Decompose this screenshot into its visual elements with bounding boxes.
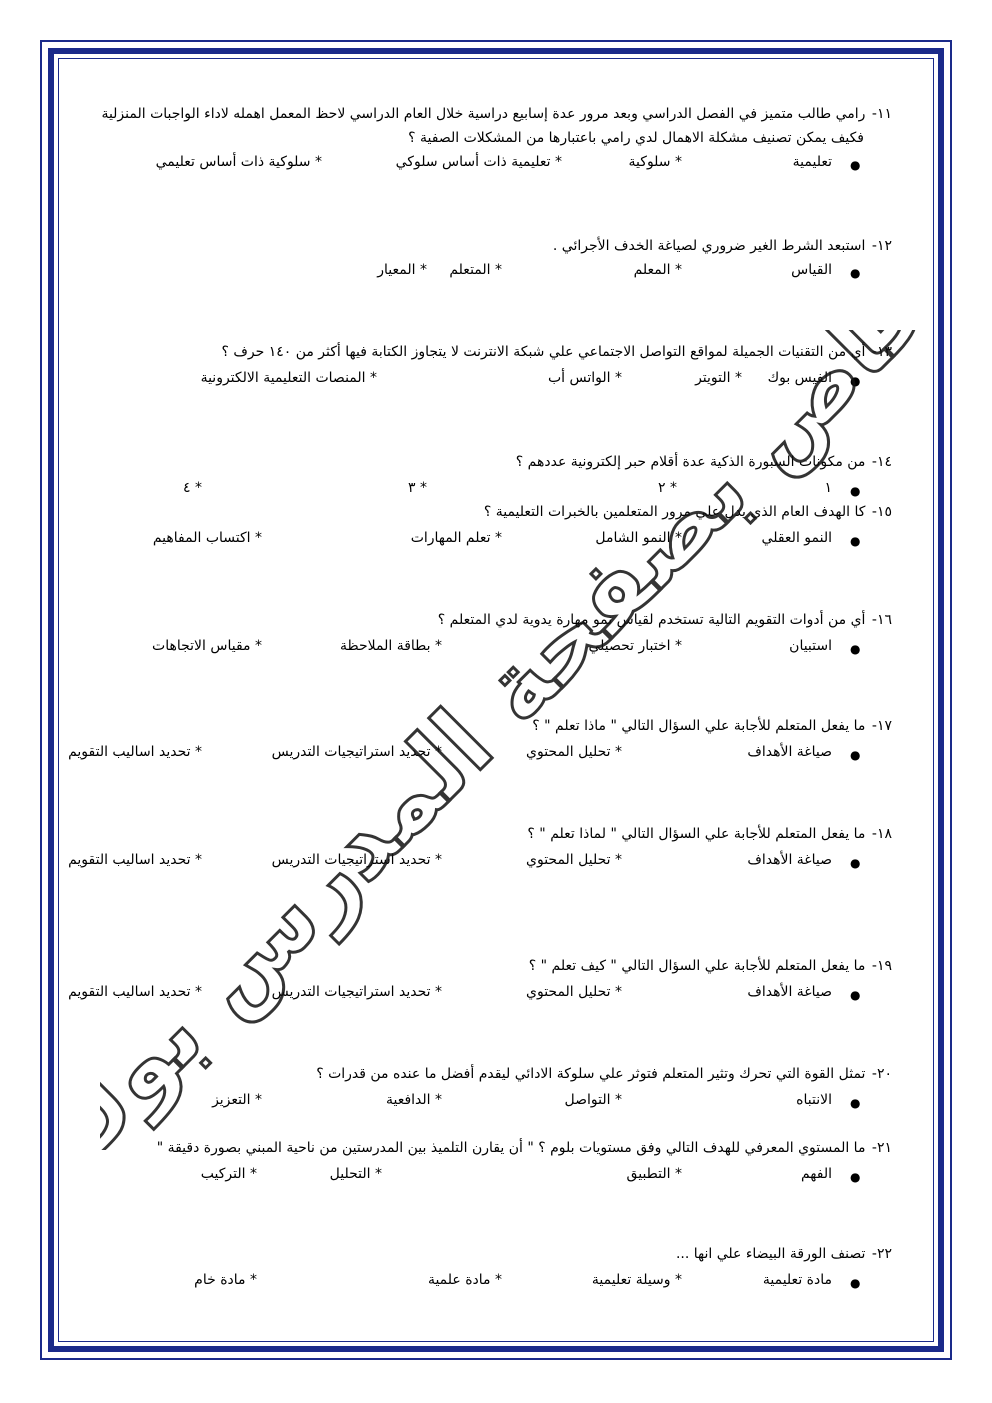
option-d: * تحديد اساليب التقويم — [68, 744, 202, 760]
question-number: ٢٢- — [871, 1246, 892, 1262]
option-c: * الواتس أب — [548, 370, 622, 386]
question-number: ٢١- — [871, 1140, 892, 1156]
svg-text:خاص بصفحة المدرس بوك: خاص بصفحة المدرس بوك — [100, 330, 920, 1150]
question-14 — [516, 454, 892, 470]
question-number: ٢٠- — [871, 1066, 892, 1082]
option-c: * بطاقة الملاحظة — [340, 638, 442, 654]
question-16 — [438, 612, 892, 628]
option-a: تعليمية — [792, 154, 832, 170]
option-c: * تحديد استراتيجيات التدريس — [271, 852, 442, 868]
question-number: ١٣- — [871, 344, 892, 360]
question-18 — [527, 826, 892, 842]
option-d: * المنصات التعليمية الالكترونية — [200, 370, 377, 386]
option-d: * التركيب — [200, 1166, 257, 1182]
option-d: * تحديد اساليب التقويم — [68, 852, 202, 868]
option-b: * وسيلة تعليمية — [591, 1272, 682, 1288]
question-11-line2: فكيف يمكن تصنيف مشكلة الاهمال لدي رامي باعتبارها من المشكلات الصفية ؟ — [408, 130, 864, 146]
question-number: ١٤- — [871, 454, 892, 470]
option-d: * سلوكية ذات أساس تعليمي — [155, 154, 322, 170]
option-a: القياس — [791, 262, 832, 278]
bullet: ● — [850, 374, 861, 388]
question-text: ما يفعل المتعلم للأجابة علي السؤال التالي " لماذا تعلم " ؟ — [527, 826, 866, 842]
question-21 — [157, 1140, 892, 1156]
option-d: * ٤ — [183, 480, 202, 496]
bullet: ● — [850, 1170, 861, 1184]
question-text: ما يفعل المتعلم للأجابة علي السؤال التالي " ماذا تعلم " ؟ — [532, 718, 866, 734]
option-a: الفيس بوك — [767, 370, 832, 386]
bullet: ● — [850, 534, 861, 548]
question-22 — [676, 1246, 892, 1262]
option-b: * تحليل المحتوي — [526, 744, 622, 760]
question-text: استبعد الشرط الغير ضروري لصياغة الخدف الأجرائي . — [552, 238, 866, 254]
bullet: ● — [850, 988, 861, 1002]
option-c: * تعليمية ذات أساس سلوكي — [395, 154, 562, 170]
question-text: من مكونات السبورة الذكية عدة أقلام حبر إلكترونية عددهم ؟ — [515, 454, 866, 470]
question-text: أي من أدوات التقويم التالية تستخدم لقياس نمو مهارة يدوية لدي المتعلم ؟ — [437, 612, 866, 628]
bullet: ● — [850, 642, 861, 656]
question-number: ١١- — [871, 106, 892, 122]
option-a: صياغة الأهداف — [747, 984, 832, 1000]
option-c: * المتعلم — [449, 262, 502, 278]
question-text: تصنف الورقة البيضاء علي انها ... — [675, 1246, 866, 1262]
option-a: الانتباه — [796, 1092, 832, 1108]
option-d: * تحديد اساليب التقويم — [68, 984, 202, 1000]
question-number: ١٧- — [871, 718, 892, 734]
option-c: * ٣ — [408, 480, 427, 496]
question-number: ١٢- — [871, 238, 892, 254]
option-c: * تحديد استراتيجيات التدريس — [271, 984, 442, 1000]
option-c: * تحديد استراتيجيات التدريس — [271, 744, 442, 760]
option-c: * مادة علمية — [427, 1272, 502, 1288]
option-c: * تعلم المهارات — [410, 530, 502, 546]
question-number: ١٩- — [871, 958, 892, 974]
option-a: صياغة الأهداف — [747, 744, 832, 760]
option-d: * مقياس الاتجاهات — [152, 638, 262, 654]
question-12 — [553, 238, 892, 254]
option-b: * المعلم — [633, 262, 682, 278]
bullet: ● — [850, 266, 861, 280]
option-c: * التحليل — [329, 1166, 382, 1182]
option-b: * سلوكية — [628, 154, 682, 170]
question-text: ما يفعل المتعلم للأجابة علي السؤال التالي " كيف تعلم " ؟ — [528, 958, 866, 974]
bullet: ● — [850, 1096, 861, 1110]
option-d: * التعزيز — [212, 1092, 262, 1108]
question-20 — [316, 1066, 892, 1082]
bullet: ● — [850, 1276, 861, 1290]
question-number: ١٦- — [871, 612, 892, 628]
option-b: * ٢ — [658, 480, 677, 496]
option-b: * اختبار تحصيلي — [588, 638, 682, 654]
question-15 — [484, 504, 892, 520]
option-a: استبيان — [789, 638, 832, 654]
option-a: مادة تعليمية — [762, 1272, 832, 1288]
option-d: * المعيار — [377, 262, 427, 278]
question-17 — [532, 718, 892, 734]
question-13 — [221, 344, 892, 360]
bullet: ● — [850, 856, 861, 870]
option-b: * تحليل المحتوي — [526, 984, 622, 1000]
bullet: ● — [850, 484, 861, 498]
question-text: تمثل القوة التي تحرك وتثير المتعلم فتوثر علي سلوكة الادائي ليقدم أفضل ما عنده من قدرات ؟ — [316, 1066, 866, 1082]
question-text: ما المستوي المعرفي للهدف التالي وفق مستويات بلوم ؟ " أن يقارن التلميذ بين المدرستين من ناحية المبني بصورة دقيقة " — [156, 1140, 866, 1156]
question-text: كا الهدف العام الذي يدل علي مرور المتعلمين بالخبرات التعليمية ؟ — [483, 504, 866, 520]
question-text: أي من التقنيات الجميلة لمواقع التواصل الاجتماعي علي شبكة الانترنت لا يتجاوز الكتابة فيها أكثر من ١٤٠ حرف ؟ — [221, 344, 866, 360]
question-number: ١٥- — [871, 504, 892, 520]
option-a: الفهم — [800, 1166, 832, 1182]
option-d: * مادة خام — [194, 1272, 257, 1288]
option-a: صياغة الأهداف — [747, 852, 832, 868]
question-text: رامي طالب متميز في الفصل الدراسي وبعد مرور عدة إسابيع دراسية خلال العام الدراسي لاحظ المعمل اهمله لاداء الواجبات المنزلية — [101, 106, 866, 122]
option-b: * النمو الشامل — [595, 530, 682, 546]
option-d: * اكتساب المفاهيم — [152, 530, 262, 546]
option-b: * تحليل المحتوي — [526, 852, 622, 868]
option-a: ١ — [824, 480, 832, 496]
bullet: ● — [850, 158, 861, 172]
option-a: النمو العقلي — [761, 530, 832, 546]
question-number: ١٨- — [871, 826, 892, 842]
option-b: * التويتر — [695, 370, 742, 386]
question-19 — [529, 958, 892, 974]
question-11 — [101, 106, 892, 122]
option-b: * التواصل — [564, 1092, 622, 1108]
bullet: ● — [850, 748, 861, 762]
option-c: * الدافعية — [385, 1092, 442, 1108]
option-b: * التطبيق — [626, 1166, 682, 1182]
